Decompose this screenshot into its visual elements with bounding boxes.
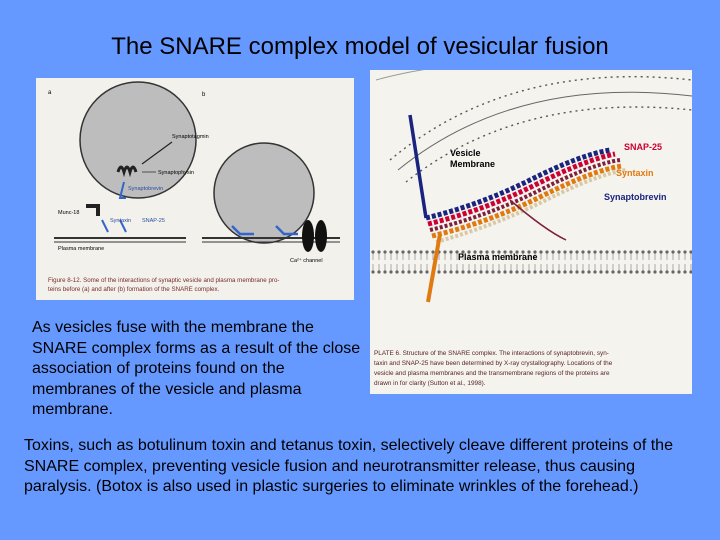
- snap25-label: SNAP-25: [142, 218, 165, 224]
- toxins-text: Toxins, such as botulinum toxin and tetanus toxin, selectively cleave different proteins of the SNARE complex, preventing vesicle fusion and neurotransmitter release, thus causing paralysis. (Botox is also used in plastic surgeries to eliminate wrinkles of the forehead.): [24, 437, 673, 495]
- syntaxin-helix: [432, 166, 622, 236]
- munc18-label: Munc-18: [58, 210, 80, 216]
- vesicle-membrane-mid: [398, 92, 692, 170]
- figure-left-caption-2: teins before (a) and after (b) formation of the SNARE complex.: [48, 286, 220, 293]
- vesicle-b: [214, 143, 314, 243]
- synaptobrevin-structure-label: Synaptobrevin: [604, 192, 667, 202]
- plasma-membrane-lower-leaflet: [370, 263, 692, 275]
- panel-a-label: a: [48, 90, 52, 96]
- vesicle-membrane-label-1: Vesicle: [450, 148, 481, 158]
- figure-snare-structure: [370, 70, 692, 394]
- vesicle-membrane-label-2: Membrane: [450, 159, 496, 169]
- synaptobrevin-label: Synaptobrevin: [128, 186, 164, 192]
- snap25-structure-label: SNAP-25: [624, 142, 663, 152]
- synaptophysin-label: Synaptophysin: [158, 170, 195, 176]
- figure-left-diagram: [36, 78, 354, 300]
- figure-right-caption-2: taxin and SNAP-25 have been determined by X-ray crystallography. Locations of the: [374, 360, 613, 367]
- figure-right-caption-3: vesicle and plasma membranes and the transmembrane regions of the proteins are: [374, 370, 610, 377]
- ca-channel-right: [315, 220, 327, 252]
- ca-channel-left: [302, 220, 314, 252]
- panel-b-label: b: [202, 92, 206, 98]
- figure-right-diagram: [370, 70, 692, 394]
- figure-right-caption-1: PLATE 6. Structure of the SNARE complex. The interactions of synaptobrevin, syn-: [374, 350, 609, 357]
- vesicle-a: [80, 82, 196, 198]
- snap25-helix-2: [430, 160, 620, 230]
- slide-title: The SNARE complex model of vesicular fusion: [111, 33, 609, 60]
- syntaxin-label: Syntaxin: [110, 218, 132, 224]
- syntaxin-structure-label: Syntaxin: [616, 168, 654, 178]
- plasma-membrane-structure-label: Plasma membrane: [458, 252, 538, 262]
- ca-channel-label: Ca²⁺ channel: [290, 258, 323, 264]
- figure-snare-before-after: [36, 78, 354, 300]
- figure-right-caption-4: drawn in for clarity (Sutton et al., 1998).: [374, 380, 486, 387]
- snare-formation-text: As vesicles fuse with the membrane the SNARE complex forms as a result of the close association of proteins found on the membranes of the vesicle and plasma membrane.: [32, 319, 361, 418]
- plasma-membrane-label: Plasma membrane: [58, 246, 105, 252]
- synaptotagmin-label: Synaptotagmin: [172, 134, 209, 140]
- munc18-protein: [86, 206, 98, 216]
- figure-left-caption-1: Figure 8-12. Some of the interactions of synaptic vesicle and plasma membrane pro-: [48, 277, 280, 284]
- synaptobrevin-transmembrane: [410, 115, 426, 218]
